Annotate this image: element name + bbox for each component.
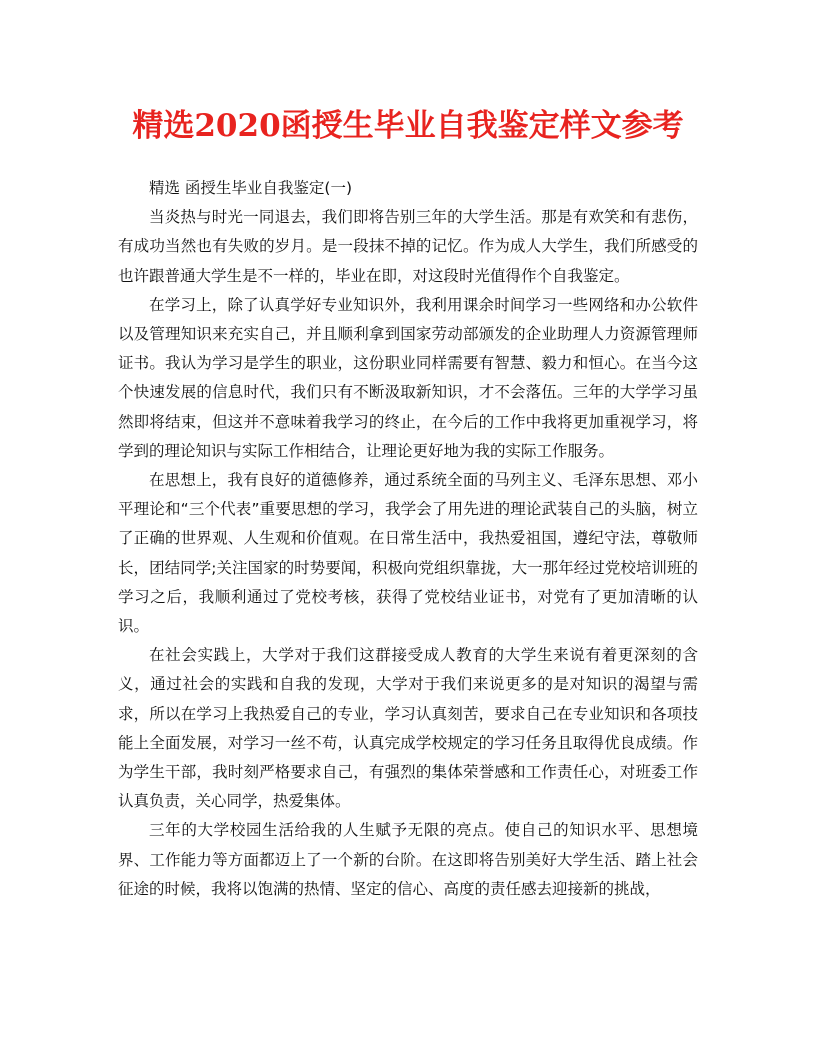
document-body [118,174,698,904]
paragraph-ideology: 在思想上，我有良好的道德修养，通过系统全面的马列主义、毛泽东思想、邓小平理论和“三个代表”重要思想的学习，我学会了用先进的理论武装自己的头脑，树立了正确的世界观、人生观和价值观。在日常生活中，我热爱祖国，遵纪守法，尊敬师长，团结同学;关注国家的时势要闻，积极向党组织靠拢，大一那年经过党校培训班的学习之后，我顺利通过了党校考核，获得了党校结业证书，对党有了更加清晰的认识。 [118,471,698,636]
paragraph-conclusion: 三年的大学校园生活给我的人生赋予无限的亮点。使自己的知识水平、思想境界、工作能力等方面都迈上了一个新的台阶。在这即将告别美好大学生活、踏上社会征途的时候，我将以饱满的热情、坚定的信心、高度的责任感去迎接新的挑战， [118,821,698,898]
document-title: 精选2020函授生毕业自我鉴定样文参考 [132,108,684,144]
document-subtitle: 精选 函授生毕业自我鉴定(一) [149,179,353,197]
paragraph-practice: 在社会实践上，大学对于我们这群接受成人教育的大学生来说有着更深刻的含义，通过社会的实践和自我的发现，大学对于我们来说更多的是对知识的渴望与需求，所以在学习上我热爱自己的专业，学习认真刻苦，要求自己在专业知识和各项技能上全面发展，对学习一丝不苟，认真完成学校规定的学习任务且取得优良成绩。作为学生干部，我时刻严格要求自己，有强烈的集体荣誉感和工作责任心，对班委工作认真负责，关心同学，热爱集体。 [118,646,698,811]
paragraph-study: 在学习上，除了认真学好专业知识外，我利用课余时间学习一些网络和办公软件以及管理知识来充实自己，并且顺利拿到国家劳动部颁发的企业助理人力资源管理师证书。我认为学习是学生的职业，这份职业同样需要有智慧、毅力和恒心。在当今这个快速发展的信息时代，我们只有不断汲取新知识，才不会落伍。三年的大学学习虽然即将结束，但这并不意味着我学习的终止，在今后的工作中我将更加重视学习，将学到的理论知识与实际工作相结合，让理论更好地为我的实际工作服务。 [118,295,698,460]
paragraph-intro: 当炎热与时光一同退去，我们即将告别三年的大学生活。那是有欢笑和有悲伤，有成功当然也有失败的岁月。是一段抹不掉的记忆。作为成人大学生，我们所感受的也许跟普通大学生是不一样的，毕业在即，对这段时光值得作个自我鉴定。 [118,208,698,285]
